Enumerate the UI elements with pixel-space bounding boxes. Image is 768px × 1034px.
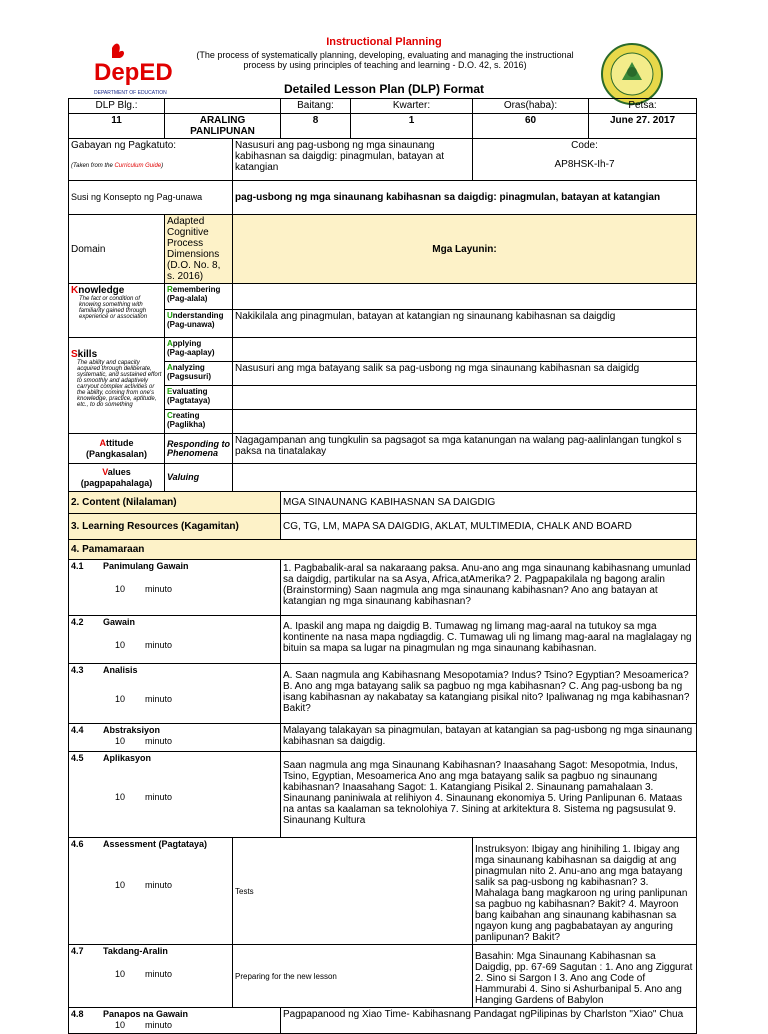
creating-label: Creating (Paglikha) — [165, 410, 233, 434]
kwarter-value: 1 — [351, 114, 473, 139]
procedure-row-4-7 — [69, 945, 697, 1008]
procedure-row-4-2 — [69, 616, 697, 664]
deped-seal-icon — [600, 42, 664, 106]
content-text: MGA SINAUNANG KABIHASNAN SA DAIGDIG — [281, 492, 697, 514]
dlp-table — [68, 98, 697, 1034]
info-header-row — [69, 99, 697, 114]
panapos-label-cell: 4.8 Panapos na Gawain 10 minuto — [69, 1008, 281, 1034]
content-row — [69, 492, 697, 514]
gabayan-text: Nasusuri ang pag-usbong ng mga sinaunang kabihasnan sa daigdig: pinagmulan, batayan at katangian — [233, 139, 473, 181]
petsa-label: Petsa: — [589, 99, 697, 114]
kwarter-label: Kwarter: — [351, 99, 473, 114]
procedure-text-4-1: 1. Pagbabalik-aral sa nakaraang paksa. Anu-ano ang mga sinaunang kabihasnang umunlad sa daigdig, partikular na sa Asya, Africa,atAmerika? 2. Pagpapakilala ng bagong aralin (Brainstorming) Saan nagmula ang mga sinaunang kabihasnan? Ano ang batayan at katangian ng mga sinaunang kabihasnan? — [281, 560, 697, 616]
procedure-text-4-4: Malayang talakayan sa pinagmulan, batayan at katangian sa pag-usbong ng mga sinaunang kabihasnan sa daigdig. — [281, 724, 697, 752]
instructional-planning-subtitle: (The process of systematically planning, developing, evaluating and managing the instructional process by using principles of teaching and learning - D.O. 42, s. 2016) — [196, 50, 574, 70]
gabayan-label-cell — [69, 139, 233, 181]
understanding-text: Nakikilala ang pinagmulan, batayan at katangian ng sinaunang kabihasnan sa daigdig — [233, 310, 697, 338]
attitude-label: Attitude (Pangkasalan) — [69, 434, 165, 464]
takdang-label-cell: 4.7 Takdang-Aralin 10 minuto — [69, 945, 233, 1008]
resources-label: 3. Learning Resources (Kagamitan) — [69, 514, 281, 540]
curriculum-guide-note: (Taken from the Curriculum Guide) — [71, 163, 164, 169]
procedure-label-cell: 4.5 Aplikasyon 10 minuto — [69, 752, 281, 838]
baitang-label: Baitang: — [281, 99, 351, 114]
pamamaraan-row — [69, 540, 697, 560]
values-label: Values (pagpapahalaga) — [69, 464, 165, 492]
remembering-label: Remembering (Pag-alala) — [165, 284, 233, 310]
adapted-dimensions: Adapted Cognitive Process Dimensions (D.O. No. 8, s. 2016) — [165, 215, 233, 284]
gabayan-row — [69, 139, 697, 181]
petsa-value: June 27. 2017 — [589, 114, 697, 139]
resources-row — [69, 514, 697, 540]
procedure-label-cell: 4.3 Analisis 10 minuto — [69, 664, 281, 724]
takdang-type: Preparing for the new lesson — [233, 945, 473, 1008]
code-value: AP8HSK-Ih-7 — [554, 159, 615, 170]
oras-label: Oras(haba): — [473, 99, 589, 114]
knowledge-cell: Knowledge The fact or condition of knowing something with familiarity gained through experience or association — [69, 284, 165, 338]
procedure-row-4-4 — [69, 724, 697, 752]
procedure-label-cell: 4.1 Panimulang Gawain 10 minuto — [69, 560, 281, 616]
info-value-row — [69, 114, 697, 139]
domain-row — [69, 215, 697, 284]
pamamaraan-label: 4. Pamamaraan — [69, 540, 697, 560]
assessment-label-cell: 4.6 Assessment (Pagtataya) 10 minuto — [69, 838, 233, 945]
skills-desc: The ability and capacity acquired through deliberate, systematic, and sustained effort to smoothly and adaptively carryout complex activities or the ability, coming from one's knowledge, practice, aptitude, etc., to do something — [77, 360, 162, 408]
procedure-row-4-5 — [69, 752, 697, 838]
takdang-text: Basahin: Mga Sinaunang Kabihasnan sa Daigdig, pp. 67-69 Sagutan : 1. Ano ang Ziggurat 2. Sino si Sargon I 3. Ano ang Code of Hammurabi 4. Sino si Ashurbanipal 5. Ano ang Hanging Gardens of Babylon — [473, 945, 697, 1008]
procedure-row-4-3 — [69, 664, 697, 724]
panapos-text: Pagpapanood ng Xiao Time- Kabihasnang Pandagat ngPilipinas by Charlston "Xiao" Chua — [281, 1008, 697, 1034]
dlp-blg-label: DLP Blg.: — [69, 99, 165, 114]
valuing-label: Valuing — [165, 464, 233, 492]
dlp-format-title: Detailed Lesson Plan (DLP) Format — [283, 82, 485, 96]
gabayan-label: Gabayan ng Pagkatuto: — [71, 140, 177, 151]
skills-cell: Skills The ability and capacity acquired through deliberate, systematic, and sustained effort to smoothly and adaptively carryout complex activities or the ability, coming from one's knowledge, practice, aptitude, etc., to do something — [69, 338, 165, 434]
attitude-text: Nagagampanan ang tungkulin sa pagsagot sa mga katanungan na walang pag-aalinlangan tungkol s paksa na tinatalakay — [233, 434, 697, 464]
attitude-row — [69, 434, 697, 464]
dlp-blg-value: 11 — [69, 114, 165, 139]
subject-value: ARALING PANLIPUNAN — [165, 114, 281, 139]
code-label: Code: — [571, 140, 598, 151]
procedure-row-4-8 — [69, 1008, 697, 1034]
mga-layunin-header: Mga Layunin: — [233, 215, 697, 284]
analyzing-text: Nasusuri ang mga batayang salik sa pag-usbong ng mga sinaunang kabihasnan sa daigidg — [233, 362, 697, 386]
content-label: 2. Content (Nilalaman) — [69, 492, 281, 514]
logo-text: DepED — [94, 59, 173, 86]
assessment-text: Instruksyon: Ibigay ang hinihiling 1. Ibigay ang mga sinaunang kabihasnan sa daigdig at ang pinagmulan nito 2. Anu-ano ang mga batayang salik sa pag-usbong ng kabihasnan? 3. Mahalaga bang magkaroon ng uring panlipunan sa pagbuo ng kabihasnan? Bakit? 4. Mayroon bang kaibahan ang sinaunang kabihasnan sa ngayon kung ang pagbabatayan ay anguring panlipunan? Bakit? — [473, 838, 697, 945]
values-row — [69, 464, 697, 492]
procedure-label-cell: 4.4 Abstraksiyon 10 minuto — [69, 724, 281, 752]
applying-label: Applying (Pag-aaplay) — [165, 338, 233, 362]
applying-row — [69, 338, 697, 362]
procedure-label-cell: 4.2 Gawain 10 minuto — [69, 616, 281, 664]
procedure-text-4-5: Saan nagmula ang mga Sinaunang Kabihasnan? Inaasahang Sagot: Mesopotmia, Indus, Tsino, Egyptian, Mesoamerica Ano ang mga batayang salik sa pagbuo ng sinaunang kabihasnan? Inaasahang Sagot: 1. Katangiang Pisikal 2. Sinaunang pamahalaan 3. Sinaunang paniniwala at relihiyon 4. Sinaunang ekonomiya 5. Uring Panlipunan 6. Mataas na antas sa kaalaman sa teknolohiya 7. Sining at arkitektura 8. Sistema ng pagsusulat 9. Sinaunang Kultura — [281, 752, 697, 838]
understanding-label: Understanding (Pag-unawa) — [165, 310, 233, 338]
remembering-row — [69, 284, 697, 310]
susi-label: Susi ng Konsepto ng Pag-unawa — [69, 181, 233, 215]
resources-text: CG, TG, LM, MAPA SA DAIGDIG, AKLAT, MULTIMEDIA, CHALK AND BOARD — [281, 514, 697, 540]
document-header — [0, 0, 768, 100]
procedure-text-4-3: A. Saan nagmula ang Kabihasnang Mesopotamia? Indus? Tsino? Egyptian? Mesoamerica? B. Ano ang mga batayang salik sa pagbuo ng mga kabihasnan? C. Ang pag-usbong ba ng isang kabihasnan ay nakabatay sa katangiang pisikal nito? Ipaliwanag ng mga kabihasnan? Bakit? — [281, 664, 697, 724]
analyzing-label: Analyzing (Pagsusuri) — [165, 362, 233, 386]
assessment-type: Tests — [233, 838, 473, 945]
knowledge-desc: The fact or condition of knowing something with familiarity gained through experience or association — [79, 296, 148, 320]
domain-label: Domain — [69, 215, 165, 284]
baitang-value: 8 — [281, 114, 351, 139]
procedure-text-4-2: A. Ipaskil ang mapa ng daigdig B. Tumawag ng limang mag-aaral na tutukoy sa mga kontinente na nasa mapa ngdiagdig. C. Tumawag uli ng limang mag-aaral na maglalagay ng bituin sa mapa sa lugar na pinagmulan ng mga sinaunang kabihasnan. — [281, 616, 697, 664]
susi-row — [69, 181, 697, 215]
instructional-planning-title: Instructional Planning — [326, 36, 442, 48]
procedure-row-4-6 — [69, 838, 697, 945]
oras-value: 60 — [473, 114, 589, 139]
procedure-row-4-1 — [69, 560, 697, 616]
code-cell — [473, 139, 697, 181]
responding-label: Responding to Phenomena — [165, 434, 233, 464]
susi-text: pag-usbong ng mga sinaunang kabihasnan sa daigdig: pinagmulan, batayan at katangian — [233, 181, 697, 215]
logo-subtext: DEPARTMENT OF EDUCATION — [94, 90, 167, 96]
evaluating-label: Evaluating (Pagtataya) — [165, 386, 233, 410]
